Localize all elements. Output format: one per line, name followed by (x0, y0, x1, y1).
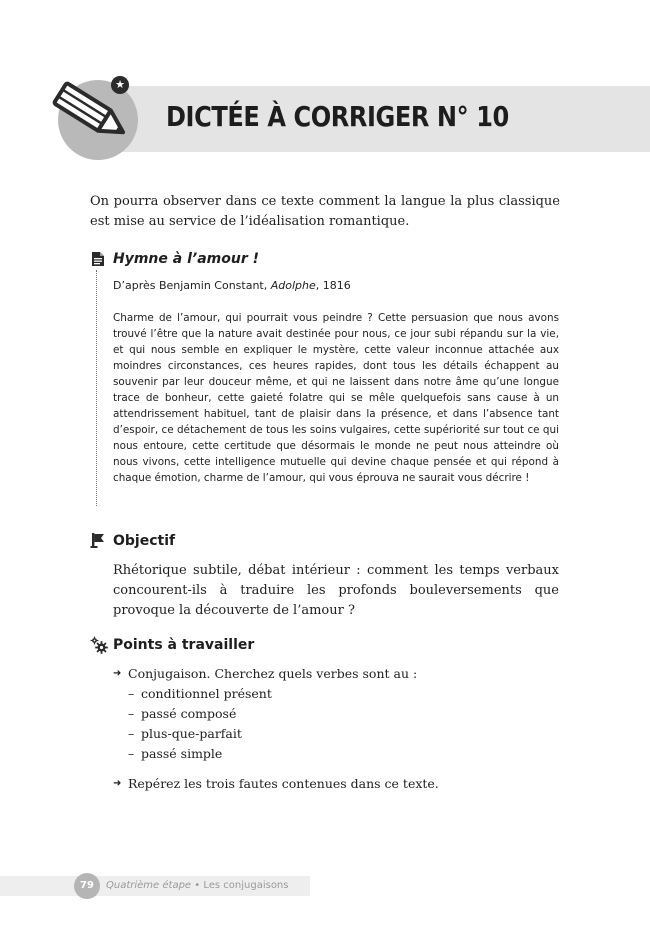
points-title: Points à travailler (113, 637, 255, 653)
dash-bullet: – (128, 686, 135, 701)
page-title: DICTÉE À CORRIGER N° 10 (166, 100, 509, 133)
sub-list-item (128, 684, 559, 704)
dash-bullet: – (128, 706, 135, 721)
sub-item-text: plus-que-parfait (141, 726, 242, 741)
points-list (113, 664, 559, 794)
star-badge-icon: ★ (111, 76, 129, 94)
source-prefix: D’après Benjamin Constant, (113, 279, 271, 292)
objectif-text: Rhétorique subtile, débat intérieur : comment les temps verbaux concourent-ils à traduire les profonds bouleversements que provoque la découverte de l’amour ? (113, 563, 559, 618)
list-item-fautes (113, 774, 559, 794)
sub-item-text: passé simple (141, 746, 223, 761)
sub-list-item (128, 704, 559, 724)
flag-icon (90, 532, 106, 548)
list-item-text: Repérez les trois fautes contenues dans ce texte. (128, 776, 439, 791)
arrow-bullet-icon: ➜ (113, 778, 122, 789)
gears-icon (90, 636, 108, 654)
footer-step: Quatrième étape (106, 880, 192, 891)
sub-list-item (128, 744, 559, 764)
dash-bullet: – (128, 726, 135, 741)
excerpt-source (113, 279, 351, 292)
sub-list-item (128, 724, 559, 744)
dash-bullet: – (128, 746, 135, 761)
page-number: 79 (74, 873, 100, 899)
source-work: Adolphe (270, 279, 316, 292)
list-spacer (113, 764, 559, 774)
excerpt-rule (96, 270, 97, 506)
excerpt-text: Charme de l’amour, qui pourrait vous peindre ? Cette persuasion que nous avons trouvé l’être que la nature avait destinée pour nous, ce jour subi répandu sur la vie, et qui nous semble en expliquer le mystère, cette valeur inconnue attachée aux moindres circonstances, ces heures rapides, dont tous les détails échappent au souvenir par leur douceur même, et qui ne laissent dans notre âme qu’une longue trace de bonheur, cette gaieté folatre qui se mêle quelquefois sans cause à un attendrissement habituel, tant de plaisir dans la présence, et dans l’absence tant d’espoir, ce détachement de tous les soins vulgaires, cette supériorité sur tout ce qui nous entoure, cette certitude que désormais le monde ne peut nous atteindre où nous vivons, cette intelligence mutuelle qui devine chaque pensée et qui répond à chaque émotion, charme de l’amour, qui vous éprouva ne saurait vous décrire ! (113, 312, 559, 484)
list-item-text: Conjugaison. Cherchez quels verbes sont au : (128, 666, 418, 681)
hymne-title: Hymne à l’amour ! (113, 251, 259, 267)
footer-running-title (106, 880, 288, 891)
intro-paragraph: On pourra observer dans ce texte comment la langue la plus classique est mise au service de l’idéalisation romantique. (90, 194, 560, 229)
list-item-conjugaison (113, 664, 559, 764)
footer-chapter: Les conjugaisons (203, 880, 289, 891)
footer-separator: • (191, 880, 204, 891)
document-icon (90, 251, 106, 267)
sub-list (128, 684, 559, 764)
arrow-bullet-icon: ➜ (113, 668, 122, 679)
objectif-title: Objectif (113, 533, 176, 549)
sub-item-text: passé composé (141, 706, 237, 721)
sub-item-text: conditionnel présent (141, 686, 272, 701)
source-year: , 1816 (315, 279, 351, 292)
